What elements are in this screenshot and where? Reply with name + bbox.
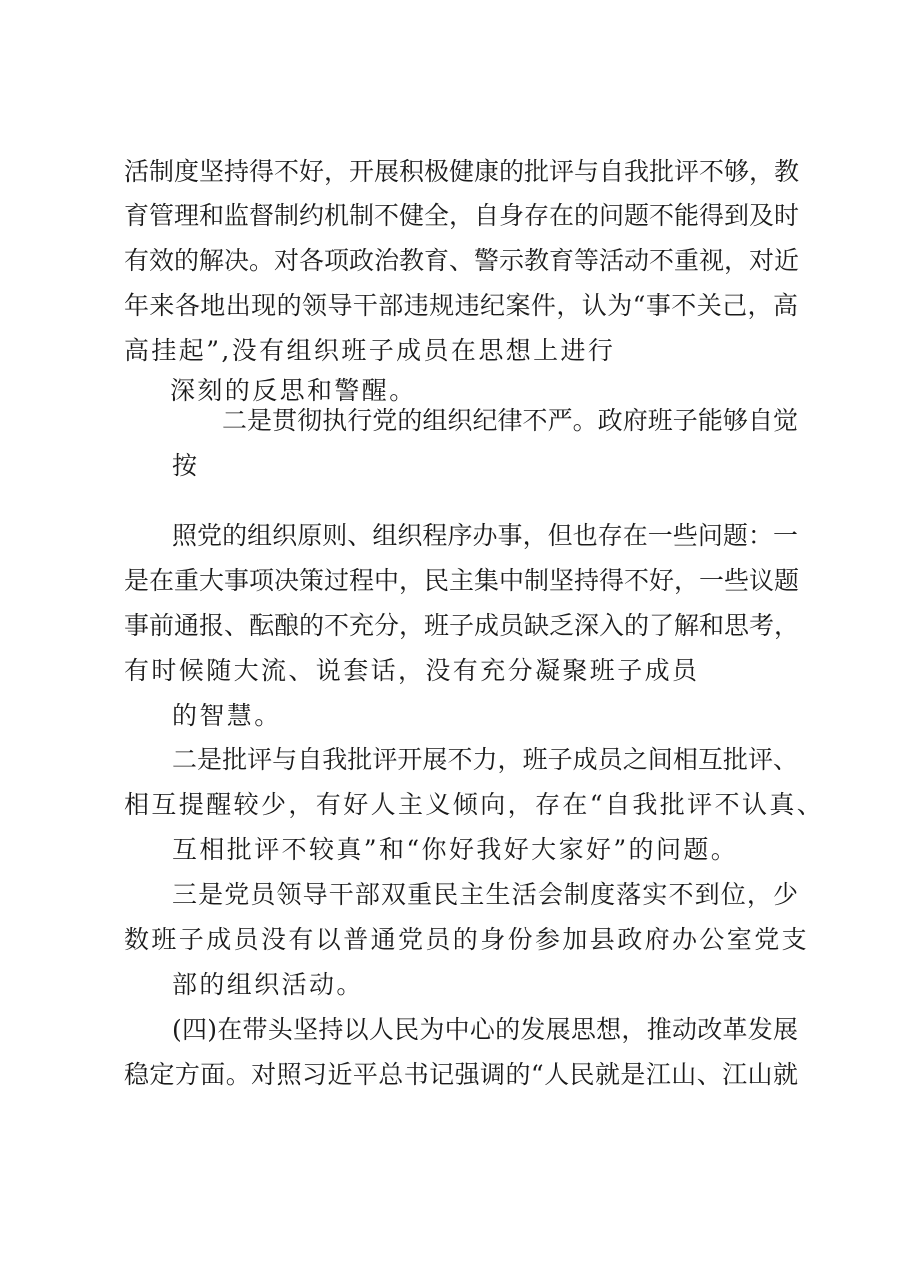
- text-line-11: 事前通报、酝酿的不充分，班子成员缺乏深入的了解和思考，: [124, 611, 800, 640]
- text-line-18: 数班子成员没有以普通党员的身份参加县政府办公室党支: [124, 925, 810, 954]
- text-line-17: 三是党员领导干部双重民主生活会制度落实不到位，少: [172, 880, 798, 909]
- text-line-6: 深刻的反思和警醒。: [170, 376, 417, 405]
- text-line-1: 活制度坚持得不好，开展积极健康的批评与自我批评不够，教: [124, 157, 800, 186]
- text-line-13: 的智慧。: [172, 701, 282, 730]
- text-line-8: 按: [172, 451, 200, 480]
- text-line-3: 有效的解决。对各项政治教育、警示教育等活动不重视，对近: [124, 246, 800, 275]
- text-line-2: 育管理和监督制约机制不健全，自身存在的问题不能得到及时: [124, 201, 800, 230]
- text-line-16: 互相批评不较真”和“你好我好大家好”的问题。: [172, 835, 739, 864]
- text-line-4: 年来各地出现的领导干部违规违纪案件，认为“事不关己，高: [124, 291, 798, 320]
- text-line-19: 部的组织活动。: [172, 970, 364, 999]
- text-line-10: 是在重大事项决策过程中，民主集中制坚持得不好，一些议题: [124, 566, 800, 595]
- text-line-7: 二是贯彻执行党的组织纪律不严。政府班子能够自觉: [222, 406, 798, 435]
- text-line-5: 高挂起”,没有组织班子成员在思想上进行: [124, 336, 616, 365]
- text-line-14: 二是批评与自我批评开展不力，班子成员之间相互批评、: [172, 745, 798, 774]
- text-line-15: 相互提醒较少，有好人主义倾向，存在“自我批评不认真、: [124, 790, 825, 819]
- text-line-20: (四)在带头坚持以人民为中心的发展思想，推动改革发展: [172, 1015, 798, 1044]
- text-line-12: 有时候随大流、说套话，没有充分凝聚班子成员: [124, 656, 700, 685]
- text-line-21: 稳定方面。对照习近平总书记强调的“人民就是江山、江山就: [124, 1060, 798, 1089]
- text-line-9: 照党的组织原则、组织程序办事，但也存在一些问题：一: [172, 521, 798, 550]
